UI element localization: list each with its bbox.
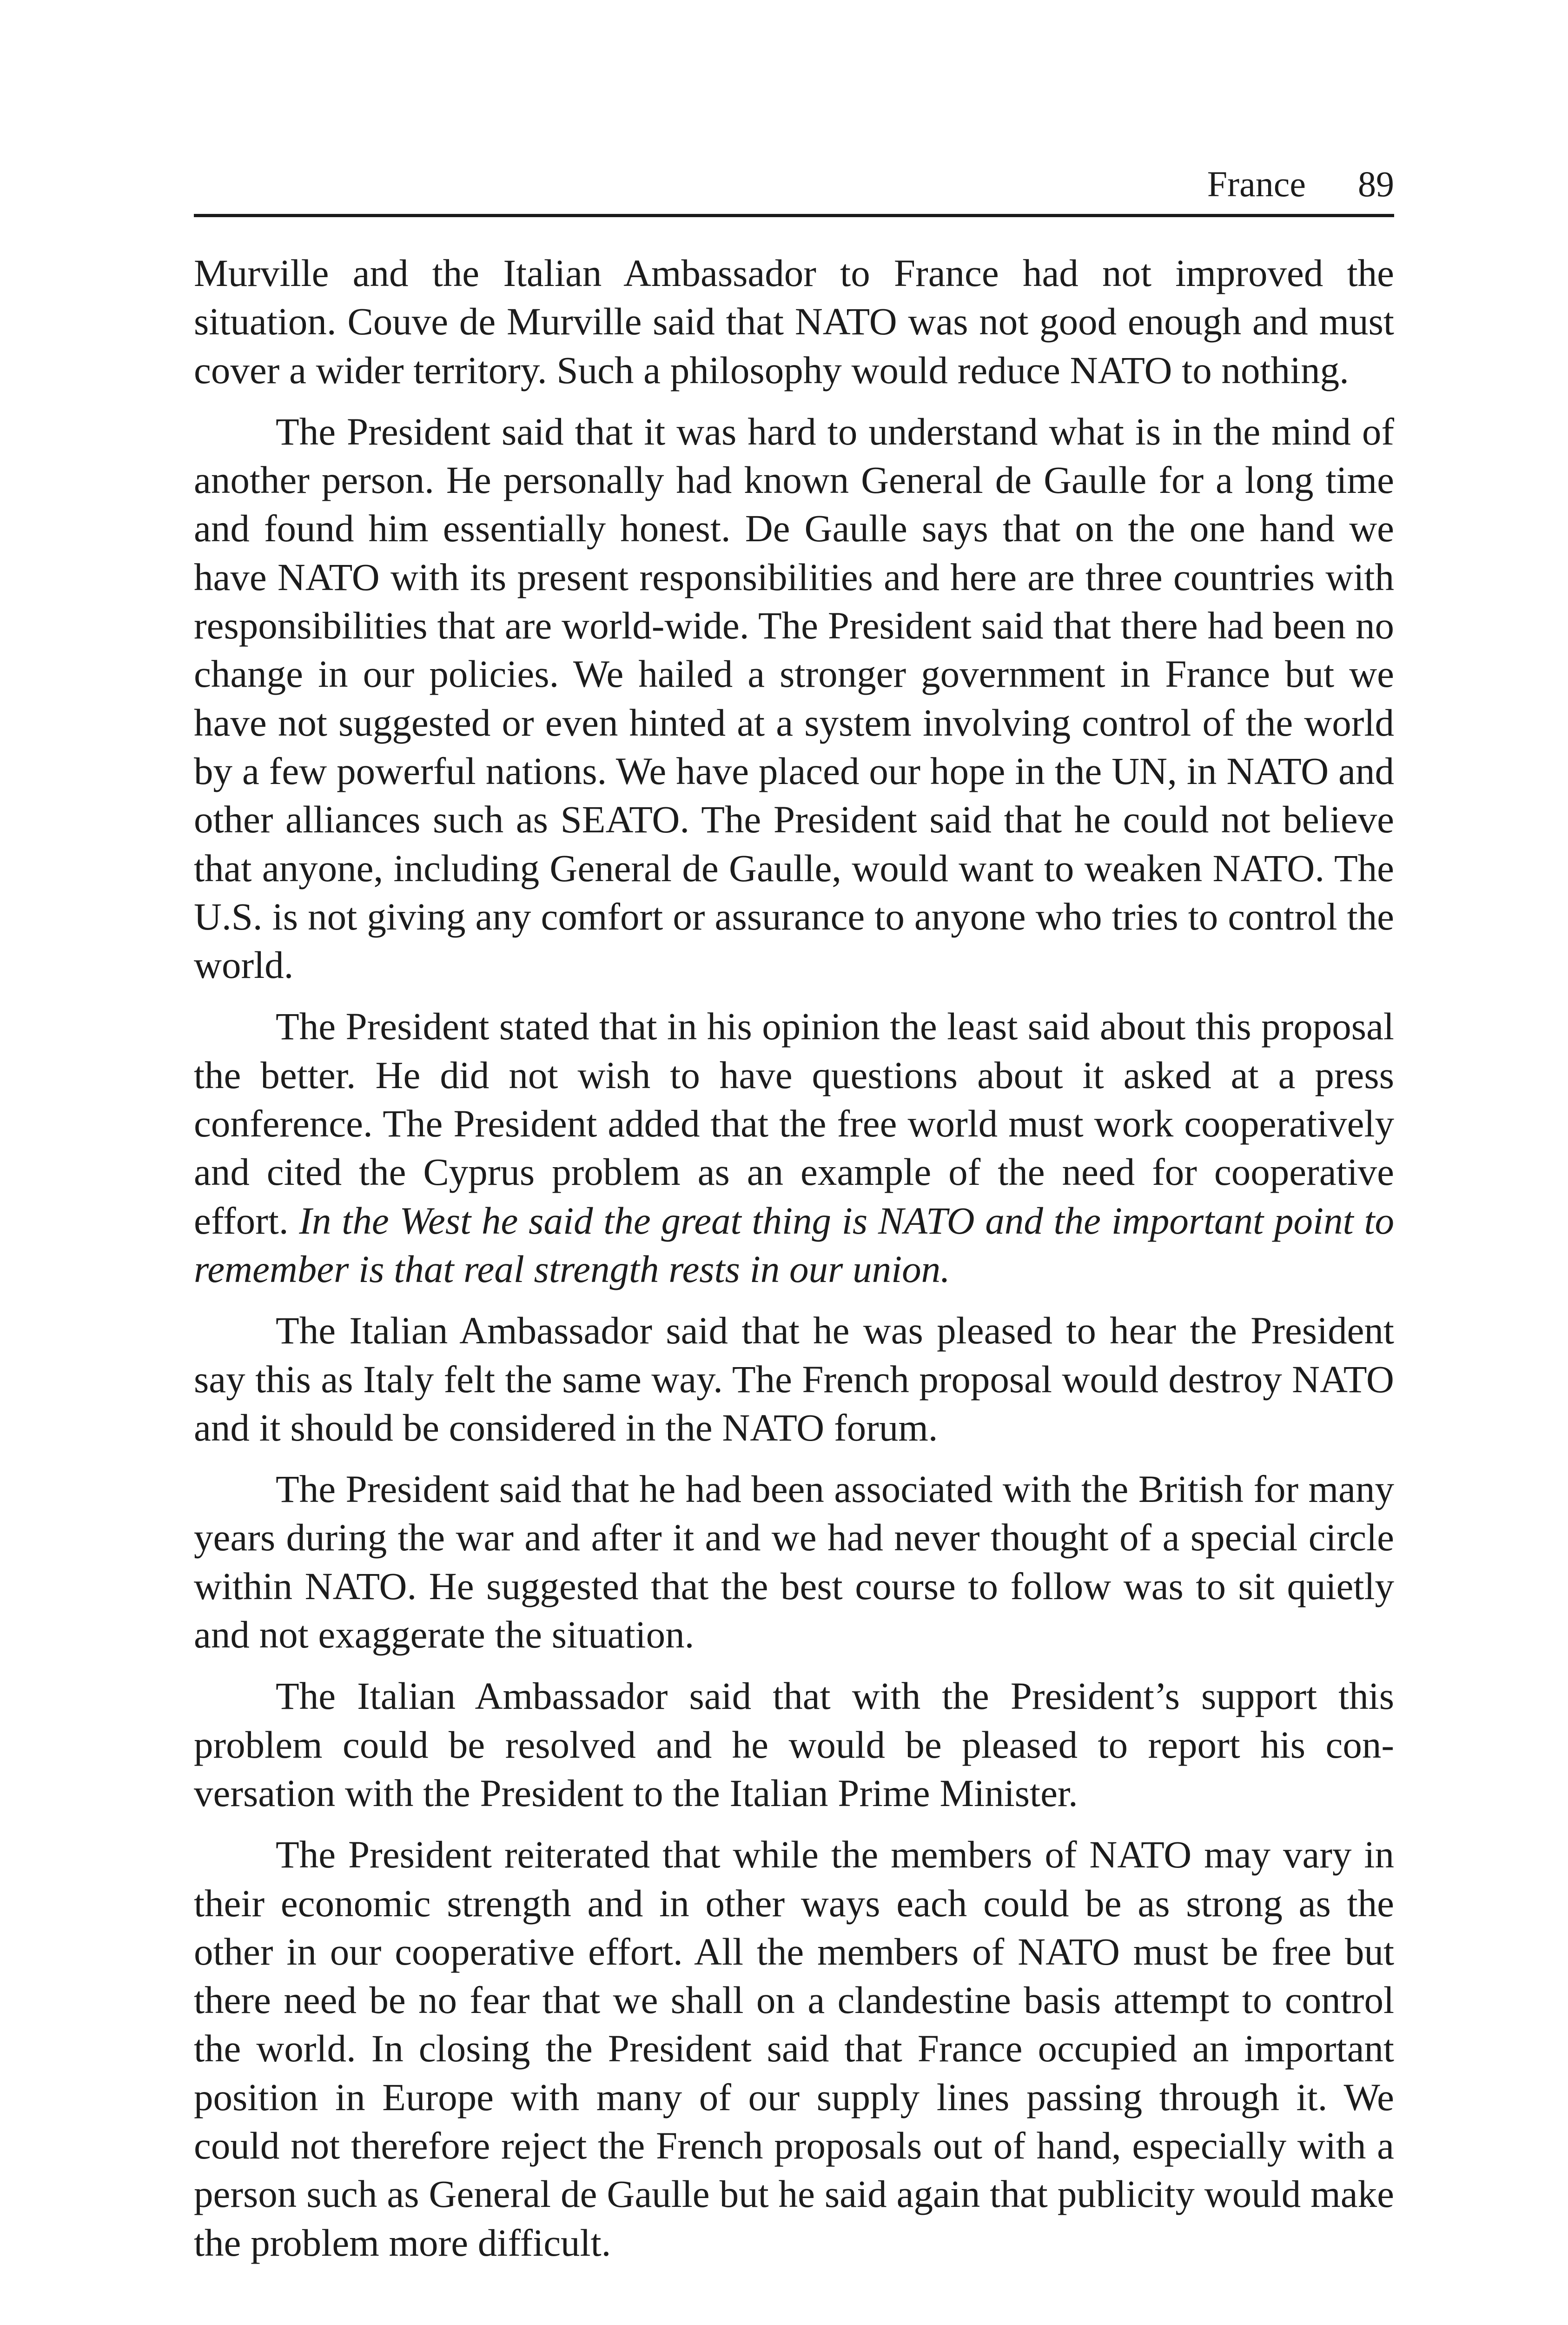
paragraph-2: The President said that it was hard to understand what is in the mind of another person. He personally had known General de Gaulle for a long time and found him essentially honest. De Gaulle says that on the one hand we have NATO with its present responsibilities and here are three countries with responsibilities that are world-wide. The President said that there had been no change in our policies. We hailed a stronger government in France but we have not suggested or even hinted at a system involving control of the world by a few powerful nations. We have placed our hope in the UN, in NATO and other alliances such as SEATO. The President said that he could not believe that anyone, including General de Gaulle, would want to weaken NATO. The U.S. is not giving any comfort or assurance to anyone who tries to control the world. — [194, 410, 1394, 987]
paragraph-4: The Italian Ambassador said that he was pleased to hear the President say this as Italy felt the same way. The French proposal would destroy NATO and it should be considered in the NATO forum. — [194, 1309, 1394, 1449]
paragraph-3 — [194, 1002, 1394, 1293]
paragraph-3-italic-text: In the West he said the great thing is NATO and the important point to remember is that real strength rests in our union. — [194, 1199, 1394, 1290]
paragraph-1: Murville and the Italian Ambassador to France had not improved the situation. Couve de Murville said that NATO was not good enough and must cover a wider territory. Such a philosophy would reduce NATO to nothing. — [194, 252, 1394, 392]
paragraph-5: The President said that he had been associated with the British for many years during the war and after it and we had never thought of a special circle within NATO. He suggested that the best course to follow was to sit quietly and not exaggerate the situation. — [194, 1468, 1394, 1656]
paragraph-3-text: The President stated that in his opinion the least said about this proposal the better. He did not wish to have questions about it asked at a press conference. The President added that the free world must work cooperatively and cited the Cyprus problem as an example of the need for cooperative effort. — [194, 1005, 1394, 1242]
paragraph-7: The President reiterated that while the members of NATO may vary in their economic strength and in other ways each could be as strong as the other in our cooperative effort. All the members of NATO must be free but there need be no fear that we shall on a clandestine basis attempt to control the world. In closing the President said that France occupied an important position in Europe with many of our supply lines passing through it. We could not therefore reject the French proposals out of hand, especially with a person such as General de Gaulle but he said again that publicity would make the problem more difficult. — [194, 1833, 1394, 2264]
running-header — [194, 158, 1394, 217]
paragraph-6: The Italian Ambassador said that with the President’s support this problem could be resolved and he would be pleased to report his conversation with the President to the Italian Prime Minister. — [194, 1674, 1394, 1814]
body-text — [194, 249, 1394, 2280]
page-number: 89 — [1358, 164, 1394, 204]
running-head-section-title: France — [1207, 164, 1306, 204]
